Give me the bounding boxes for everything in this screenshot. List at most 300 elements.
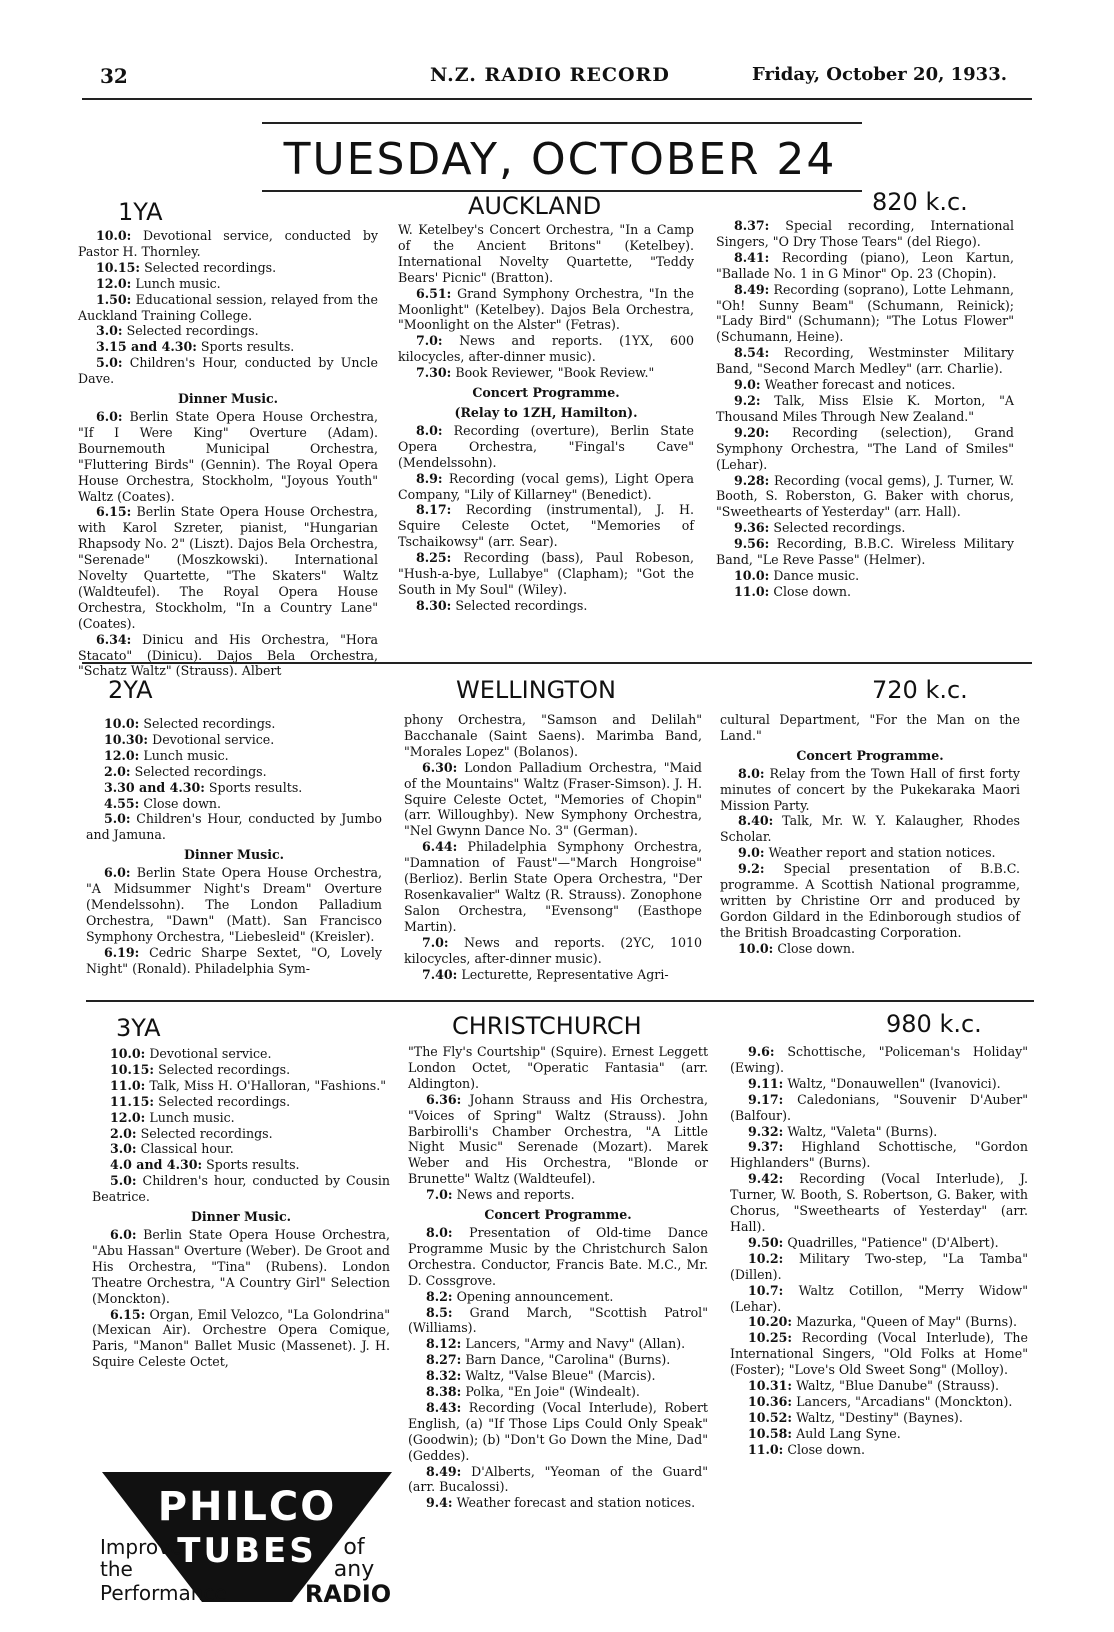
schedule-entry	[730, 1394, 1028, 1410]
schedule-column	[716, 218, 1014, 600]
schedule-entry	[716, 377, 1014, 393]
entry-text: Grand Symphony Orchestra, "In the Moonlight" (Ketelbey). Dajos Bela Orchestra, "Moonlight on the Alster" (Fetras).	[398, 285, 694, 333]
entry-text: Berlin State Opera House Orchestra, "A Midsummer Night's Dream" Overture (Mendelssohn). The London Palladium Orchestra, "Dawn" (Matt). San Francisco Symphony Orchestra, "Liebesleid" (Kreisler).	[86, 865, 382, 944]
entry-text: Sports results.	[204, 779, 303, 795]
schedule-entry	[92, 1126, 390, 1142]
schedule-entry	[720, 845, 1020, 861]
entry-time: 8.27:	[426, 1352, 462, 1368]
entry-time: 4.0 and 4.30:	[110, 1157, 203, 1173]
schedule-entry	[398, 550, 694, 598]
entry-text: Philadelphia Symphony Orchestra, "Damnation of Faust"—"March Hongroise" (Berlioz). Berlin State Opera Orchestra, "Der Rosenkavalier" Waltz (R. Strauss). Zonophone Salon Orchestra, "Evensong" (Easthope Martin).	[404, 839, 702, 934]
entry-text: Recording (Vocal Interlude), The International Singers, "Old Folks at Home" (Foster); "Love's Old Sweet Song" (Molloy).	[730, 1330, 1028, 1378]
entry-text: D'Alberts, "Yeoman of the Guard" (arr. Bucalossi).	[408, 1463, 708, 1495]
schedule-entry	[716, 520, 1014, 536]
schedule-entry	[408, 1368, 708, 1384]
entry-time: 8.0:	[738, 765, 765, 781]
entry-time: 2.0:	[110, 1125, 137, 1141]
schedule-entry	[78, 260, 378, 276]
entry-text: Selected recordings.	[154, 1061, 291, 1077]
entry-text: Schottische, "Policeman's Holiday" (Ewing).	[730, 1044, 1028, 1075]
entry-time: 9.0:	[734, 377, 761, 393]
entry-text: News and reports.	[452, 1187, 575, 1203]
schedule-column	[398, 222, 694, 614]
entry-text: Auld Lang Syne.	[792, 1425, 901, 1441]
schedule-entry	[78, 323, 378, 339]
day-title: TUESDAY, OCTOBER 24	[283, 134, 837, 185]
station-frequency: 980 k.c.	[886, 1010, 982, 1038]
schedule-entry	[408, 1225, 708, 1289]
station-code: 1YA	[118, 198, 163, 226]
schedule-entry	[78, 409, 378, 504]
entry-time: 12.0:	[110, 1109, 146, 1125]
entry-text: Selected recordings.	[769, 520, 906, 536]
page-number: 32	[100, 64, 128, 88]
entry-text: Barn Dance, "Carolina" (Burns).	[461, 1352, 671, 1368]
entry-time: 9.36:	[734, 520, 770, 536]
entry-time: 9.20:	[734, 424, 770, 440]
entry-text: cultural Department, "For the Man on the Land."	[720, 712, 1020, 743]
schedule-entry	[730, 1044, 1028, 1076]
schedule-entry	[404, 760, 702, 840]
entry-time: 9.6:	[748, 1044, 775, 1059]
entry-text: Lunch music.	[139, 747, 229, 763]
entry-text: "The Fly's Courtship" (Squire). Ernest Leggett London Octet, "Operatic Fantasia" (arr. Aldington).	[408, 1044, 708, 1091]
entry-time: 1.50:	[96, 291, 132, 307]
entry-text: Recording (selection), Grand Symphony Orchestra, "The Land of Smiles" (Lehar).	[716, 424, 1014, 472]
entry-time: 3.0:	[96, 323, 123, 339]
entry-time: 9.2:	[738, 861, 765, 877]
schedule-entry	[92, 1173, 390, 1205]
schedule-entry	[404, 839, 702, 934]
subheading: Concert Programme.	[472, 385, 620, 401]
entry-time: 8.17:	[416, 502, 452, 518]
entry-text: Berlin State Opera House Orchestra, "Abu Hassan" Overture (Weber). De Groot and His Orchestra, "Tina" (Rubens). London Theatre Orchestra, "A Country Girl" Selection (Monckton).	[92, 1226, 390, 1306]
entry-text: Waltz Cotillon, "Merry Widow" (Lehar).	[730, 1282, 1028, 1314]
entry-text: Selected recordings.	[139, 716, 276, 731]
entry-text: Recording, B.B.C. Wireless Military Band, "Le Reve Passe" (Helmer).	[716, 536, 1014, 568]
schedule-entry	[730, 1139, 1028, 1171]
subheading: Concert Programme.	[484, 1207, 632, 1223]
entry-time: 2.0:	[104, 763, 131, 779]
schedule-entry	[398, 598, 694, 614]
entry-text: Book Reviewer, "Book Review."	[451, 365, 655, 381]
entry-text: Opening announcement.	[452, 1288, 614, 1304]
entry-text: Selected recordings.	[140, 259, 277, 275]
entry-text: Talk, Mr. W. Y. Kalaugher, Rhodes Scholar.	[720, 813, 1020, 845]
entry-text: Classical hour.	[136, 1141, 234, 1157]
schedule-entry	[86, 811, 382, 843]
entry-time: 5.0:	[104, 811, 131, 827]
entry-time: 7.0:	[422, 934, 449, 950]
ad-right-line-3: RADIO	[304, 1580, 392, 1608]
schedule-entry	[730, 1235, 1028, 1251]
entry-time: 9.0:	[738, 845, 765, 861]
schedule-entry	[730, 1124, 1028, 1140]
entry-text: Talk, Miss H. O'Halloran, "Fashions."	[145, 1077, 387, 1093]
schedule-entry	[730, 1283, 1028, 1315]
entry-text: News and reports. (1YX, 600 kilocycles, after-dinner music).	[398, 333, 694, 365]
station-code: 2YA	[108, 676, 153, 704]
schedule-column	[730, 1044, 1028, 1458]
entry-text: Recording (Vocal Interlude), Robert English, (a) "If Those Lips Could Only Speak" (Goodwin); (b) "Don't Go Down the Mine, Dad" (Geddes).	[408, 1399, 708, 1463]
entry-time: 8.32:	[426, 1368, 462, 1384]
subheading: Dinner Music.	[183, 847, 285, 863]
schedule-entry	[92, 1078, 390, 1094]
entry-text: Highland Schottische, "Gordon Highlanders" (Burns).	[730, 1139, 1028, 1171]
entry-text: Sports results.	[196, 339, 295, 355]
entry-text: Recording (soprano), Lotte Lehmann, "Oh! Sunny Beam" (Schumann, Reinick); "Lady Bird" (Schumann); "The Lotus Flower" (Schumann, Heine).	[716, 281, 1014, 345]
schedule-entry	[92, 1094, 390, 1110]
entry-time: 7.0:	[416, 333, 443, 349]
schedule-entry	[730, 1076, 1028, 1092]
title-rule-top	[262, 122, 862, 124]
ad-left-line-1: Improve	[100, 1535, 183, 1559]
schedule-entry	[720, 861, 1020, 941]
entry-text: Selected recordings.	[154, 1093, 291, 1109]
entry-time: 8.40:	[738, 813, 774, 829]
entry-time: 6.15:	[110, 1306, 146, 1322]
entry-time: 8.2:	[426, 1288, 453, 1304]
entry-time: 6.0:	[96, 408, 123, 424]
entry-time: 8.43:	[426, 1399, 462, 1415]
entry-time: 11.0:	[748, 1441, 784, 1457]
entry-text: Selected recordings.	[136, 1125, 273, 1141]
schedule-entry	[92, 1307, 390, 1371]
schedule-entry	[408, 1187, 708, 1203]
entry-time: 6.36:	[426, 1091, 462, 1107]
schedule-entry	[398, 423, 694, 471]
schedule-entry	[730, 1171, 1028, 1235]
entry-text: Recording (vocal gems), Light Opera Company, "Lily of Killarney" (Benedict).	[398, 470, 694, 502]
entry-time: 9.28:	[734, 472, 770, 488]
entry-text: Waltz, "Destiny" (Baynes).	[792, 1409, 963, 1425]
ad-left-line-2: the	[100, 1557, 133, 1581]
entry-text: Close down.	[769, 583, 852, 599]
subheading: Concert Programme.	[796, 747, 944, 763]
schedule-entry	[398, 222, 694, 286]
entry-text: Quadrilles, "Patience" (D'Albert).	[783, 1234, 999, 1250]
schedule-entry	[92, 1141, 390, 1157]
entry-text: Special presentation of B.B.C. programme. A Scottish National programme, written by Christine Orr and produced by Gordon Gildard in the Edinborough studios of the British Broadcasting Corporation.	[720, 861, 1020, 940]
entry-time: 5.0:	[96, 355, 123, 371]
schedule-column	[78, 228, 378, 679]
schedule-entry	[720, 813, 1020, 845]
philco-advertisement	[96, 1470, 396, 1610]
schedule-entry	[92, 1046, 390, 1062]
entry-text: Berlin State Opera House Orchestra, "If I Were King" Overture (Adam). Bournemouth Municipal Orchestra, "Fluttering Birds" (Gennin). The Royal Opera House Orchestra, Stockholm, "Joyous Youth" Waltz (Coates).	[78, 408, 378, 504]
entry-time: 8.0:	[426, 1224, 453, 1240]
schedule-entry	[86, 732, 382, 748]
schedule-entry	[408, 1384, 708, 1400]
schedule-entry	[730, 1426, 1028, 1442]
entry-time: 8.41:	[734, 249, 770, 265]
entry-text: Lancers, "Army and Navy" (Allan).	[461, 1336, 686, 1352]
section-divider	[82, 662, 1032, 664]
entry-time: 11.15:	[110, 1093, 155, 1109]
entry-text: Educational session, relayed from the Auckland Training College.	[78, 291, 378, 323]
entry-text: Dinicu and His Orchestra, "Hora Stacato" (Dinicu). Dajos Bela Orchestra, "Schatz Waltz" (Strauss). Albert	[78, 631, 378, 679]
entry-time: 9.37:	[748, 1139, 784, 1155]
schedule-entry	[408, 1400, 708, 1464]
subheading: Dinner Music.	[190, 1209, 292, 1225]
entry-text: Weather forecast and station notices.	[452, 1495, 696, 1511]
schedule-entry	[86, 865, 382, 945]
schedule-column	[720, 712, 1020, 957]
entry-text: London Palladium Orchestra, "Maid of the Mountains" Waltz (Fraser-Simson). J. H. Squire Celeste Octet, "Memories of Chopin" (arr. Willoughby). New Symphony Orchestra, "Nel Gwynn Dance No. 3" (German).	[404, 759, 702, 839]
entry-text: Johann Strauss and His Orchestra, "Voices of Spring" Waltz (Strauss). John Barbirolli's Chamber Orchestra, "A Little Night Music" Serenade (Mozart). Marek Weber and His Orchestra, "Blonde or Brunette" Waltz (Waldteufel).	[408, 1091, 708, 1187]
station-frequency: 720 k.c.	[872, 676, 968, 704]
page-header	[0, 58, 1114, 98]
entry-time: 10.0:	[96, 228, 132, 243]
entry-text: Close down.	[773, 940, 856, 956]
entry-time: 8.30:	[416, 597, 452, 613]
schedule-entry	[78, 355, 378, 387]
entry-time: 6.0:	[110, 1226, 137, 1242]
entry-time: 8.54:	[734, 345, 770, 361]
schedule-entry	[404, 967, 702, 983]
entry-text: Organ, Emil Velozco, "La Golondrina" (Mexican Air). Orchestre Opera Comique, Paris, "Manon" Ballet Music (Massenet). J. H. Squire Celeste Octet,	[92, 1306, 390, 1370]
entry-time: 10.0:	[738, 940, 774, 956]
entry-time: 10.30:	[104, 731, 149, 747]
schedule-entry	[408, 1092, 708, 1187]
entry-time: 12.0:	[96, 275, 132, 291]
entry-text: Recording (Vocal Interlude), J. Turner, W. Booth, S. Robertson, G. Baker, with Chorus, "Sweethearts of Yesterday" (arr. Hall).	[730, 1171, 1028, 1234]
schedule-entry	[408, 1044, 708, 1092]
publication-title: N.Z. RADIO RECORD	[430, 64, 670, 86]
station-frequency: 820 k.c.	[872, 188, 968, 216]
schedule-entry	[92, 1227, 390, 1307]
issue-date: Friday, October 20, 1933.	[752, 64, 1007, 85]
entry-text: Special recording, International Singers, "O Dry Those Tears" (del Riego).	[716, 218, 1014, 249]
entry-text: Caledonians, "Souvenir D'Auber" (Balfour).	[730, 1091, 1028, 1123]
schedule-entry	[716, 250, 1014, 282]
schedule-entry	[730, 1092, 1028, 1124]
entry-text: Relay from the Town Hall of first forty minutes of concert by the Pukekaraka Maori Mission Party.	[720, 765, 1020, 813]
entry-time: 3.15 and 4.30:	[96, 339, 197, 355]
entry-text: Dance music.	[769, 567, 860, 583]
schedule-entry	[408, 1495, 708, 1511]
schedule-entry	[716, 536, 1014, 568]
subheading: (Relay to 1ZH, Hamilton).	[454, 404, 638, 420]
entry-text: Devotional service, conducted by Pastor H. Thornley.	[78, 228, 378, 259]
entry-text: Military Two-step, "La Tamba" (Dillen).	[730, 1250, 1028, 1282]
entry-text: Devotional service.	[148, 731, 275, 747]
schedule-entry	[716, 425, 1014, 473]
entry-text: Talk, Miss Elsie K. Morton, "A Thousand Miles Through New Zealand."	[716, 392, 1014, 424]
schedule-entry	[86, 796, 382, 812]
schedule-entry	[408, 1464, 708, 1496]
entry-time: 7.0:	[426, 1187, 453, 1203]
schedule-entry	[730, 1378, 1028, 1394]
entry-time: 6.51:	[416, 285, 452, 301]
schedule-entry	[398, 471, 694, 503]
schedule-entry	[78, 228, 378, 260]
entry-text: Close down.	[783, 1441, 866, 1457]
entry-time: 10.15:	[110, 1061, 155, 1077]
schedule-entry	[716, 218, 1014, 250]
schedule-entry	[720, 941, 1020, 957]
schedule-entry	[398, 286, 694, 334]
entry-time: 6.0:	[104, 865, 131, 881]
entry-time: 10.20:	[748, 1314, 793, 1330]
section-divider	[86, 1000, 1034, 1002]
entry-time: 9.4:	[426, 1495, 453, 1511]
entry-text: Lancers, "Arcadians" (Monckton).	[792, 1393, 1013, 1409]
entry-time: 8.0:	[416, 422, 443, 438]
philco-ad-graphic	[96, 1470, 396, 1610]
entry-text: Recording (instrumental), J. H. Squire Celeste Octet, "Memories of Tschaikowsy" (arr. Sear).	[398, 502, 694, 550]
entry-time: 9.56:	[734, 536, 770, 552]
entry-time: 9.17:	[748, 1091, 784, 1107]
entry-time: 8.37:	[734, 218, 770, 233]
schedule-entry	[78, 504, 378, 631]
entry-text: Children's Hour, conducted by Jumbo and Jamuna.	[86, 811, 382, 843]
station-city: WELLINGTON	[456, 676, 616, 704]
entry-text: Devotional service.	[145, 1046, 272, 1061]
schedule-entry	[78, 339, 378, 355]
entry-text: Lecturette, Representative Agri-	[457, 966, 669, 982]
entry-time: 8.49:	[734, 281, 770, 297]
entry-text: Weather report and station notices.	[764, 845, 996, 861]
entry-text: Berlin State Opera House Orchestra, with Karol Szreter, pianist, "Hungarian Rhapsody No. 2" (Liszt). Dajos Bela Orchestra, "Serenade" (Moszkowski). International Novelty Quartette, "The Skaters" Waltz (Waldteufel). The Royal Opera House Orchestra, Stockholm, "In a Country Lane" (Coates).	[78, 504, 378, 631]
entry-time: 8.9:	[416, 470, 443, 486]
schedule-entry	[716, 473, 1014, 521]
schedule-entry	[716, 568, 1014, 584]
entry-time: 6.15:	[96, 504, 132, 520]
entry-time: 10.31:	[748, 1378, 793, 1394]
entry-text: Waltz, "Valeta" (Burns).	[783, 1123, 938, 1139]
entry-text: Grand March, "Scottish Patrol" (Williams).	[408, 1304, 708, 1336]
schedule-entry	[408, 1336, 708, 1352]
entry-text: Recording (vocal gems), J. Turner, W. Booth, S. Roberston, G. Baker with chorus, "Sweethearts of Yesterday" (arr. Hall).	[716, 472, 1014, 520]
schedule-entry	[730, 1330, 1028, 1378]
subheading: Dinner Music.	[177, 391, 279, 407]
entry-time: 10.25:	[748, 1330, 793, 1346]
schedule-entry	[86, 945, 382, 977]
ad-left-line-3: Performance	[100, 1581, 227, 1605]
entry-text: W. Ketelbey's Concert Orchestra, "In a Camp of the Ancient Britons" (Ketelbey). International Novelty Quartette, "Teddy Bears' Picnic" (Bratton).	[398, 222, 694, 285]
ad-right-line-1: of	[343, 1535, 365, 1560]
schedule-entry	[92, 1157, 390, 1173]
entry-text: Selected recordings.	[130, 763, 267, 779]
entry-text: Sports results.	[202, 1157, 300, 1173]
entry-text: Recording (piano), Leon Kartun, "Ballade No. 1 in G Minor" Op. 23 (Chopin).	[716, 249, 1014, 281]
entry-time: 8.49:	[426, 1463, 462, 1479]
entry-text: Selected recordings.	[122, 323, 259, 339]
entry-text: News and reports. (2YC, 1010 kilocycles, after-dinner music).	[404, 934, 702, 966]
entry-text: Polka, "En Joie" (Windealt).	[461, 1384, 640, 1400]
schedule-entry	[408, 1305, 708, 1337]
entry-text: phony Orchestra, "Samson and Delilah" Bacchanale (Saint Saens). Marimba Band, "Morales Lopez" (Bolanos).	[404, 712, 702, 759]
entry-time: 8.5:	[426, 1304, 453, 1320]
entry-time: 10.7:	[748, 1282, 784, 1298]
entry-time: 10.0:	[110, 1046, 146, 1061]
entry-text: Lunch music.	[131, 275, 221, 291]
entry-time: 9.11:	[748, 1075, 784, 1091]
entry-time: 8.12:	[426, 1336, 462, 1352]
entry-text: Mazurka, "Queen of May" (Burns).	[792, 1314, 1018, 1330]
schedule-entry	[720, 766, 1020, 814]
schedule-entry	[398, 365, 694, 381]
entry-text: Waltz, "Valse Bleue" (Marcis).	[461, 1368, 656, 1384]
schedule-entry	[78, 276, 378, 292]
entry-time: 7.40:	[422, 966, 458, 982]
entry-time: 9.32:	[748, 1123, 784, 1139]
schedule-entry	[730, 1442, 1028, 1458]
entry-text: Waltz, "Blue Danube" (Strauss).	[792, 1378, 1000, 1394]
schedule-entry	[92, 1110, 390, 1126]
schedule-entry	[404, 935, 702, 967]
entry-text: Selected recordings.	[451, 597, 588, 613]
entry-time: 10.0:	[734, 567, 770, 583]
entry-time: 9.42:	[748, 1171, 784, 1187]
station-city: AUCKLAND	[468, 192, 602, 220]
ad-product: TUBES	[177, 1531, 317, 1571]
entry-time: 10.15:	[96, 259, 141, 275]
entry-time: 10.2:	[748, 1250, 784, 1266]
ad-right-line-2: any	[333, 1557, 375, 1582]
entry-text: Children's hour, conducted by Cousin Beatrice.	[92, 1173, 390, 1205]
schedule-entry	[86, 748, 382, 764]
entry-text: Lunch music.	[145, 1109, 235, 1125]
schedule-entry	[408, 1352, 708, 1368]
schedule-entry	[86, 716, 382, 732]
entry-time: 10.36:	[748, 1393, 793, 1409]
schedule-column	[408, 1044, 708, 1511]
entry-text: Children's Hour, conducted by Uncle Dave.	[78, 355, 378, 387]
entry-time: 6.30:	[422, 759, 458, 775]
schedule-entry	[716, 393, 1014, 425]
schedule-entry	[716, 584, 1014, 600]
entry-time: 3.0:	[110, 1141, 137, 1157]
entry-time: 4.55:	[104, 795, 140, 811]
schedule-entry	[730, 1410, 1028, 1426]
schedule-entry	[92, 1062, 390, 1078]
station-city: CHRISTCHURCH	[452, 1012, 642, 1040]
entry-time: 3.30 and 4.30:	[104, 779, 205, 795]
schedule-entry	[730, 1314, 1028, 1330]
ad-brand: PHILCO	[157, 1484, 337, 1530]
schedule-entry	[398, 333, 694, 365]
schedule-entry	[86, 780, 382, 796]
entry-time: 10.52:	[748, 1409, 793, 1425]
entry-time: 6.19:	[104, 944, 140, 960]
schedule-entry	[716, 282, 1014, 346]
schedule-entry	[720, 712, 1020, 744]
entry-time: 11.0:	[110, 1077, 146, 1093]
schedule-entry	[398, 502, 694, 550]
entry-time: 5.0:	[110, 1173, 137, 1189]
entry-text: Recording (overture), Berlin State Opera Orchestra, "Fingal's Cave" (Mendelssohn).	[398, 422, 694, 470]
schedule-column	[92, 1046, 390, 1370]
entry-text: Weather forecast and notices.	[760, 377, 956, 393]
entry-time: 10.0:	[104, 716, 140, 731]
entry-time: 9.2:	[734, 392, 761, 408]
entry-text: Presentation of Old-time Dance Programme Music by the Christchurch Salon Orchestra. Conductor, Francis Bate. M.C., Mr. D. Cossgrove.	[408, 1224, 708, 1288]
schedule-entry	[730, 1251, 1028, 1283]
entry-time: 8.25:	[416, 550, 452, 566]
entry-text: Recording (bass), Paul Robeson, "Hush-a-bye, Lullabye" (Clapham); "Got the South in My Soul" (Wiley).	[398, 550, 694, 597]
schedule-entry	[78, 292, 378, 324]
schedule-entry	[86, 764, 382, 780]
schedule-entry	[404, 712, 702, 760]
schedule-entry	[408, 1289, 708, 1305]
entry-time: 12.0:	[104, 747, 140, 763]
entry-time: 11.0:	[734, 583, 770, 599]
entry-text: Recording, Westminster Military Band, "Second March Medley" (arr. Charlie).	[716, 345, 1014, 377]
header-rule	[82, 98, 1032, 100]
schedule-column	[86, 716, 382, 977]
